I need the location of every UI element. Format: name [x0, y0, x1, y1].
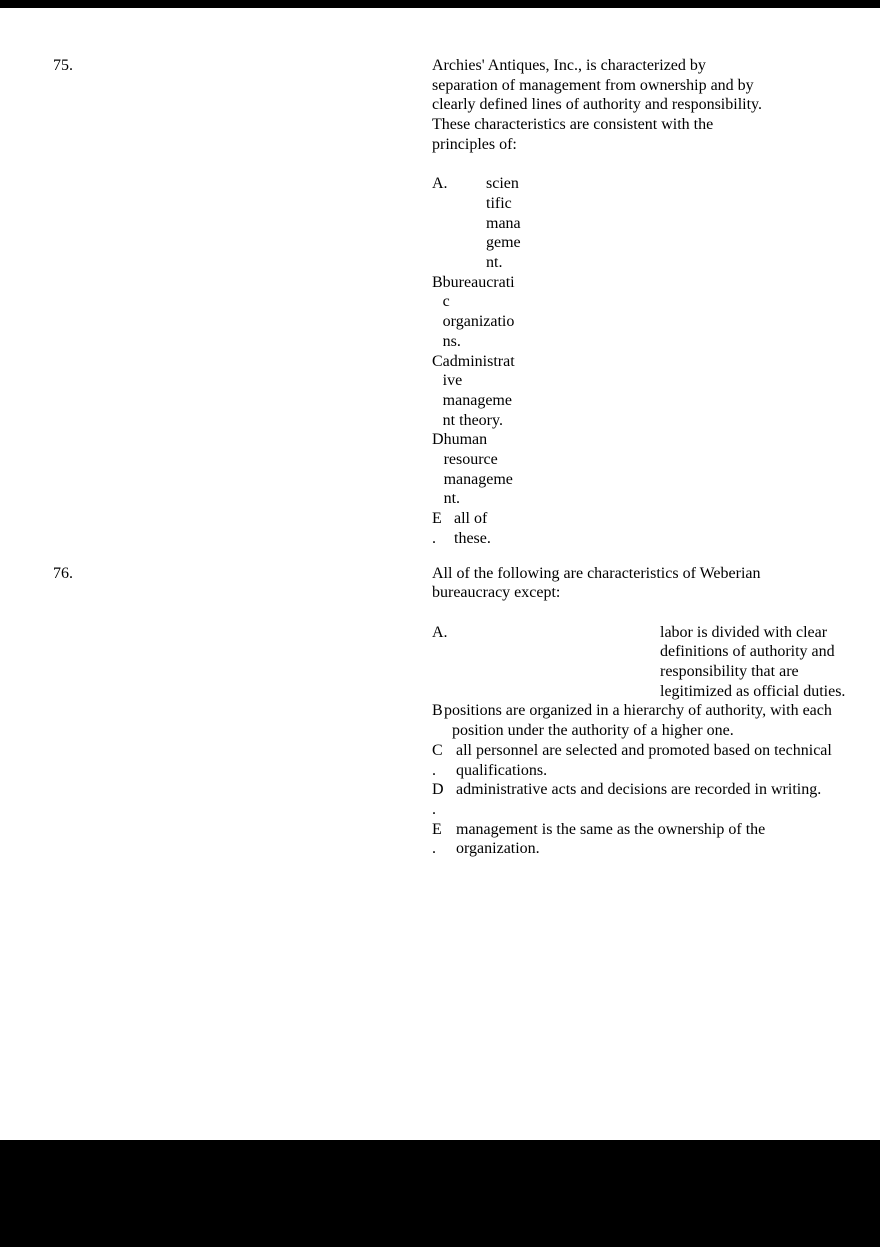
option-letter [432, 273, 443, 293]
option-text [660, 623, 845, 702]
option-letter [432, 780, 456, 819]
text-line: separation of management from ownership and by [432, 76, 754, 94]
option-letter [432, 741, 456, 780]
option-text [456, 780, 821, 800]
text-line: qualifications. [456, 761, 548, 779]
option-text [456, 820, 765, 859]
text-line: ns. [442, 332, 461, 350]
option-letter [432, 430, 444, 450]
text-line: bureaucrati [442, 273, 515, 291]
question-body [432, 56, 880, 549]
option-letter-text: A. [432, 623, 448, 641]
text-line: human [443, 431, 488, 449]
option-text [444, 701, 832, 740]
option-text [443, 352, 515, 431]
option-d [432, 430, 880, 509]
text-line: positions are organized in a hierarchy of authority, with each [444, 702, 832, 720]
text-line: bureaucracy except: [432, 584, 561, 602]
question-item-75 [53, 56, 880, 549]
option-letter-text: . [432, 800, 436, 818]
text-line: nt. [443, 490, 461, 508]
text-line: nt. [486, 254, 503, 272]
option-text [444, 430, 513, 509]
option-text [486, 174, 521, 273]
option-text [443, 273, 515, 352]
option-letter-text: E [432, 510, 442, 528]
text-line: manageme [442, 391, 512, 409]
option-letter [432, 701, 444, 721]
text-line: c [442, 293, 450, 311]
option-a [432, 623, 880, 702]
option-letter-text: B [432, 702, 443, 720]
text-line: administrative acts and decisions are recorded in writing. [456, 781, 822, 799]
text-line: manageme [443, 470, 513, 488]
bottom-black-bar [0, 1140, 880, 1247]
text-line: geme [486, 234, 521, 252]
text-line: All of the following are characteristics of Weberian [432, 564, 761, 582]
option-letter [432, 174, 486, 194]
option-letter-text: D [432, 781, 444, 799]
text-line: mana [486, 214, 521, 232]
text-line: principles of: [432, 135, 517, 153]
option-letter-text: C [432, 741, 443, 759]
option-letter-text: C [432, 352, 443, 370]
text-line: responsibility that are [660, 663, 799, 681]
question-text [432, 564, 880, 603]
text-line: Archies' Antiques, Inc., is characterized by [432, 57, 706, 74]
text-line: ive [442, 372, 463, 390]
text-line: organizatio [442, 313, 515, 331]
text-line: resource [443, 451, 498, 469]
text-line: labor is divided with clear [660, 623, 828, 641]
question-number-text: 76. [53, 564, 73, 582]
options-list [432, 174, 880, 548]
question-number-text: 75. [53, 57, 73, 74]
option-c [432, 352, 880, 431]
text-line: management is the same as the ownership of the [456, 820, 766, 838]
option-a [432, 174, 880, 273]
text-line: definitions of authority and [660, 643, 835, 661]
questions-list [53, 56, 880, 874]
question-item-76 [53, 564, 880, 860]
option-letter-text: . [432, 529, 436, 547]
text-line: organization. [456, 840, 540, 858]
text-line: nt theory. [442, 411, 503, 429]
option-letter-text: A. [432, 175, 448, 193]
option-e [432, 820, 880, 859]
text-line: these. [454, 529, 491, 547]
text-line: scien [486, 175, 519, 193]
option-letter [432, 820, 456, 859]
option-letter-text: B [432, 273, 443, 291]
text-line: legitimized as official duties. [660, 682, 846, 700]
option-b [432, 273, 880, 352]
option-letter [432, 352, 443, 372]
option-letter-text: . [432, 761, 436, 779]
question-number [53, 56, 432, 76]
text-line: clearly defined lines of authority and responsibility. [432, 96, 762, 114]
option-text [456, 741, 832, 780]
text-line: tific [486, 194, 512, 212]
question-body [432, 564, 880, 860]
text-line: These characteristics are consistent with the [432, 116, 714, 134]
option-b [432, 701, 880, 740]
option-letter-text: D [432, 431, 444, 449]
option-letter-text: . [432, 840, 436, 858]
text-line: position under the authority of a higher one. [452, 722, 734, 740]
text-line: all of [454, 510, 488, 528]
option-letter [432, 509, 454, 548]
option-e [432, 509, 880, 548]
top-black-bar [0, 0, 880, 8]
question-number [53, 564, 432, 584]
question-text [432, 56, 880, 155]
option-letter [432, 623, 660, 643]
option-letter-text: E [432, 820, 442, 838]
text-line: administrat [442, 352, 515, 370]
option-text [454, 509, 491, 548]
options-list [432, 623, 880, 859]
option-c [432, 741, 880, 780]
option-d [432, 780, 880, 819]
text-line: all personnel are selected and promoted based on technical [456, 741, 832, 759]
